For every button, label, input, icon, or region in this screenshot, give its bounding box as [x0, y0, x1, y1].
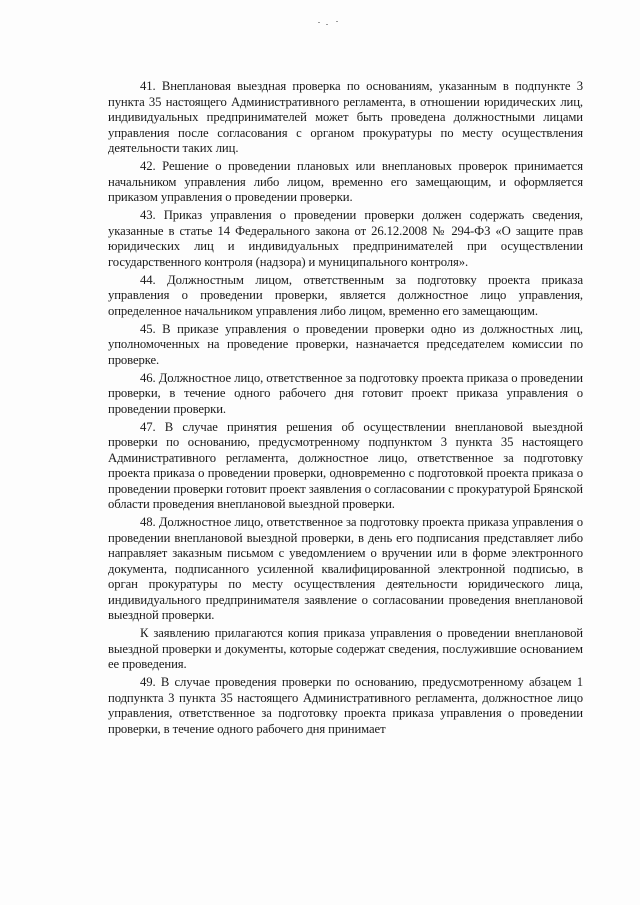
paragraph-44: 44. Должностным лицом, ответственным за подготовку проекта приказа управления о проведении проверки, является должностное лицо управления, определенное начальником управления либо лицом, временно его замещающим. — [108, 272, 583, 318]
scan-speck — [336, 21, 338, 22]
paragraph-48: 48. Должностное лицо, ответственное за подготовку проекта приказа управления о проведении внеплановой выездной проверки, в день его подписания представляет либо направляет заказным письмом с уведомлением о вручении или в форме электронного документа, подписанного усиленной квалифицированной электронной подписью, в орган прокуратуры по месту осуществления деятельности юридического лица, индивидуального предпринимателя заявление о согласовании проведения внеплановой выездной проверки. — [108, 515, 583, 622]
scan-speck — [318, 22, 320, 23]
paragraph-45: 45. В приказе управления о проведении проверки одно из должностных лиц, уполномоченных на проведение проверки, назначается председателем комиссии по проверке. — [108, 321, 583, 367]
paragraph-49: 49. В случае проведения проверки по основанию, предусмотренному абзацем 1 подпункта 3 пункта 35 настоящего Административного регламента, должностное лицо управления, ответственное за подготовку проекта приказа управления о проведении проверки, в течение одного рабочего дня принимает — [108, 675, 583, 736]
paragraph-47: 47. В случае принятия решения об осуществлении внеплановой выездной проверки по основанию, предусмотренному подпунктом 3 пункта 35 настоящего Административного регламента, должностное лицо, ответственное за подготовку проекта приказа о проведении проверки, одновременно с подготовкой проекта приказа о проведении проверки готовит проект заявления о согласовании с прокуратурой Брянской области проведения внеплановой выездной проверки. — [108, 419, 583, 511]
paragraph-43: 43. Приказ управления о проведении проверки должен содержать сведения, указанные в статье 14 Федерального закона от 26.12.2008 № 294-ФЗ «О защите прав юридических лиц и индивидуальных предпринимателей при осуществлении государственного контроля (надзора) и муниципального контроля». — [108, 208, 583, 269]
document-body — [108, 79, 583, 740]
paragraph-46: 46. Должностное лицо, ответственное за подготовку проекта приказа о проведении проверки, в течение одного рабочего дня готовит проект приказа управления о проведении проверки. — [108, 370, 583, 416]
paragraph-48-attachment: К заявлению прилагаются копия приказа управления о проведении внеплановой выездной проверки и документы, которые содержат сведения, послужившие основанием ее проведения. — [108, 626, 583, 671]
paragraph-41: 41. Внеплановая выездная проверка по основаниям, указанным в подпункте 3 пункта 35 настоящего Административного регламента, в отношении юридических лиц, индивидуальных предпринимателей может быть проведена должностными лицами управления после согласования с органом прокуратуры по месту осуществления деятельности таких лиц. — [108, 79, 583, 155]
paragraph-42: 42. Решение о проведении плановых или внеплановых проверок принимается начальником управления либо лицом, временно его замещающим, и оформляется приказом управления о проведении проверки. — [108, 159, 583, 204]
scan-speck — [326, 24, 328, 25]
